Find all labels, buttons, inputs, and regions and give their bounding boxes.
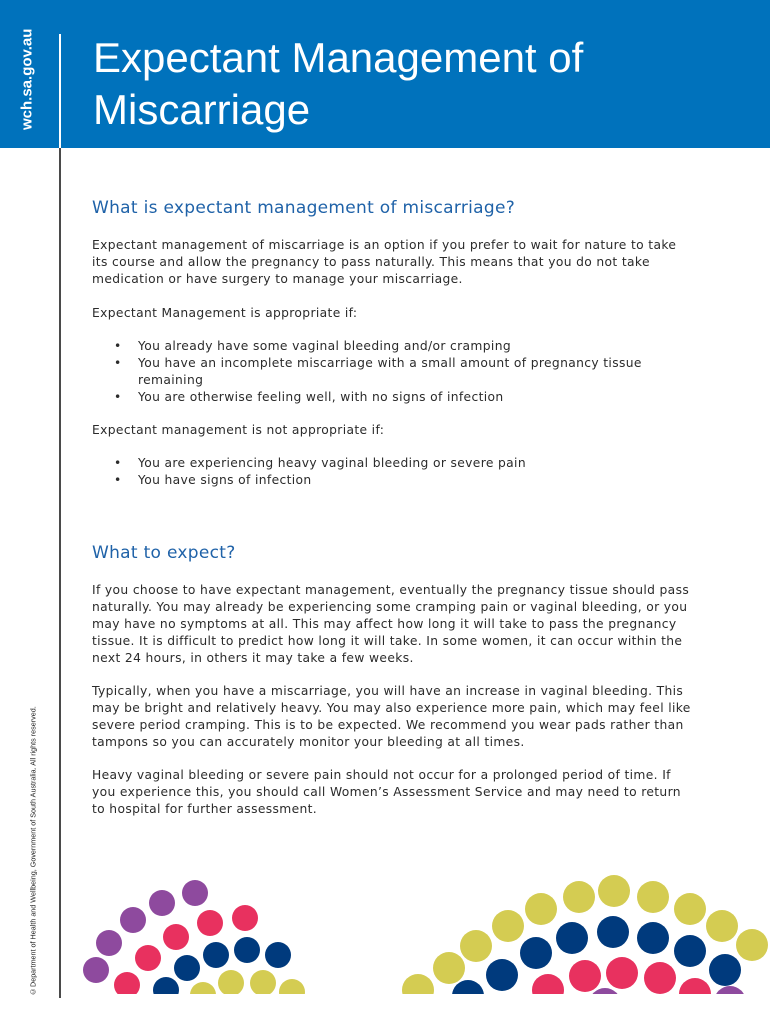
decorative-dot [486,959,518,991]
decorative-dot [250,970,276,996]
paragraph: If you choose to have expectant management, eventually the pregnancy tissue should pass naturally. You may already be experiencing some cramping pain or vaginal bleeding, or you may have no symptoms at all. This may affect how long it will take to pass the pregnancy tissue. It is difficult to predict how long it will take. In some women, it can occur within the next 24 hours, in others it may take a few weeks. [92,583,690,665]
list-item: • You have signs of infection [138,472,692,489]
decorative-dot [218,970,244,996]
section-heading-expectant-management: What is expectant management of miscarriage? [92,198,516,218]
decorative-dot [433,952,465,984]
decorative-dot [492,910,524,942]
paragraph: Heavy vaginal bleeding or severe pain should not occur for a prolonged period of time. If you experience this, you should call Women’s Assessment Service and may need to return to hospital for further assessment. [92,768,681,816]
decorative-dot [96,930,122,956]
decorative-dot [597,916,629,948]
decorative-dot [452,980,484,1012]
decorative-dot [149,890,175,916]
appropriate-list [92,338,692,406]
decorative-dot [182,880,208,906]
decorative-dot [163,924,189,950]
margin-rule [59,34,61,998]
decorative-dot [598,875,630,907]
main-content [92,196,692,818]
list-item: • You already have some vaginal bleeding and/or cramping [138,338,692,355]
decorative-dot [563,881,595,913]
decorative-dot [460,930,492,962]
decorative-dot [736,929,768,961]
decorative-dot [174,955,200,981]
decorative-dot [674,935,706,967]
appropriate-label: Expectant Management is appropriate if: [92,306,358,320]
decorative-dot [153,977,179,1003]
decorative-dot [234,937,260,963]
decorative-dot [279,979,305,1005]
decorative-dot [589,988,621,1020]
decorative-dot [265,942,291,968]
list-item: • You have an incomplete miscarriage with a small amount of pregnancy tissue remaining [138,355,692,389]
decorative-dot [135,945,161,971]
decorative-dot [114,972,140,998]
decorative-dot [520,937,552,969]
decorative-dot [709,954,741,986]
paragraph: Typically, when you have a miscarriage, you will have an increase in vaginal bleeding. This may be bright and relatively heavy. You may also experience more pain, which may feel like severe period cramping. This is to be expected. We recommend you wear pads rather than tampons so you can accurately monitor your bleeding at all times. [92,684,691,749]
decorative-dot [569,960,601,992]
decorative-dot [674,893,706,925]
decorative-dot [714,986,746,1018]
decorative-dot [83,957,109,983]
decorative-dot [679,978,711,1010]
page-title: Expectant Management of Miscarriage [93,34,584,133]
decorative-dot [197,910,223,936]
decorative-dot [402,974,434,1006]
list-item: • You are otherwise feeling well, with no signs of infection [138,389,692,406]
not-appropriate-label: Expectant management is not appropriate if: [92,423,385,437]
header-divider [59,34,61,148]
decorative-dot [637,922,669,954]
decorative-dot [120,907,146,933]
list-item: • You are experiencing heavy vaginal bleeding or severe pain [138,455,692,472]
decorative-dot [190,982,216,1008]
copyright-notice: ©Department of Health and Wellbeing, Government of South Australia. All rights reserved. [28,706,38,996]
site-url[interactable]: wch.sa.gov.au [18,28,36,130]
decorative-dot [232,905,258,931]
decorative-dot [556,922,588,954]
not-appropriate-list [92,455,692,489]
decorative-dot [532,974,564,1006]
decorative-dot [706,910,738,942]
decorative-dot [606,957,638,989]
decorative-dot [203,942,229,968]
intro-paragraph: Expectant management of miscarriage is an option if you prefer to wait for nature to take its course and allow the pregnancy to pass naturally. This means that you do not take medication or have surgery to manage your miscarriage. [92,238,677,286]
decorative-dot [637,881,669,913]
section-heading-what-to-expect: What to expect? [92,543,236,563]
decorative-dot [525,893,557,925]
decorative-dot [644,962,676,994]
